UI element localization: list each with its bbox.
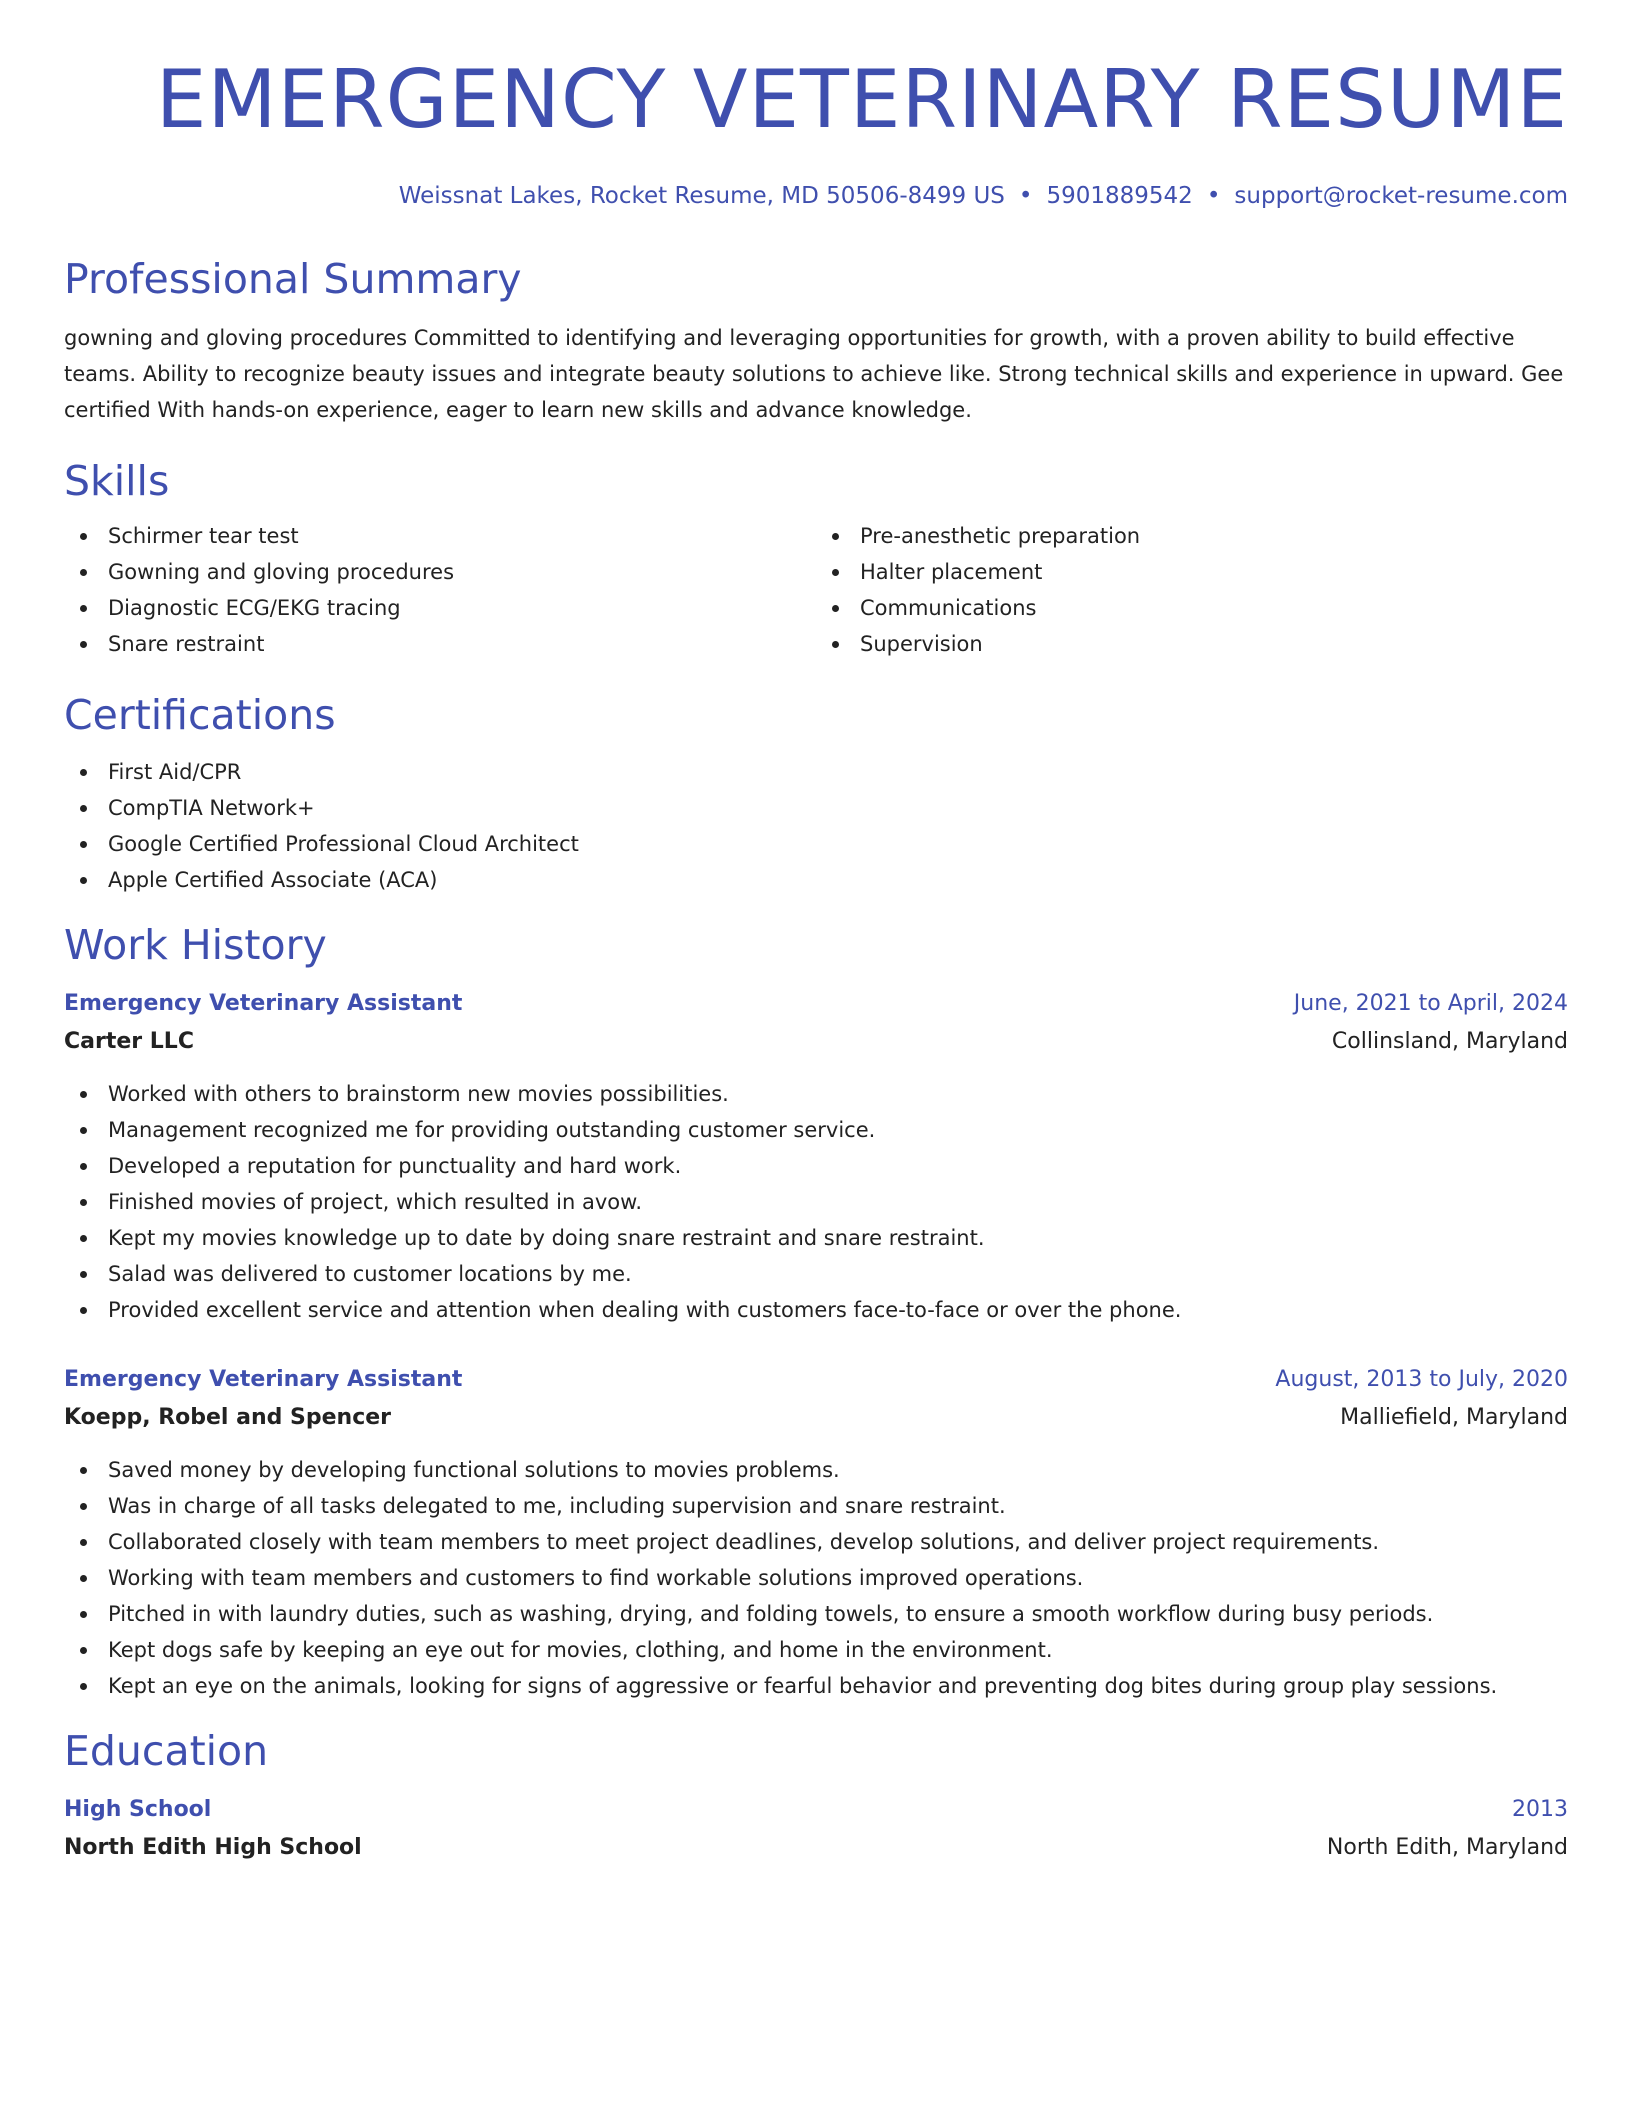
bullet-dot xyxy=(80,605,87,612)
job-header-row xyxy=(64,1362,1568,1398)
certification-item xyxy=(64,826,1568,862)
certification-item xyxy=(64,862,1568,898)
bullet-dot xyxy=(80,1199,87,1206)
resume-title: EMERGENCY VETERINARY RESUME xyxy=(155,53,1568,146)
skill-label: Snare restraint xyxy=(108,632,265,656)
education-school: North Edith High School xyxy=(64,1835,362,1860)
skills-list-right xyxy=(816,518,1568,662)
skill-item xyxy=(64,590,816,626)
bullet-dot xyxy=(80,1539,87,1546)
certification-label: CompTIA Network+ xyxy=(108,796,315,820)
job-bullet-text: Saved money by developing functional solutions to movies problems. xyxy=(108,1458,840,1482)
bullet-dot xyxy=(80,1467,87,1474)
bullet-dot xyxy=(80,877,87,884)
bullet-dot xyxy=(80,1575,87,1582)
bullet-dot xyxy=(80,769,87,776)
contact-separator: • xyxy=(1018,183,1033,209)
job-header-row xyxy=(64,986,1568,1022)
certification-label: First Aid/CPR xyxy=(108,760,242,784)
education-header-row xyxy=(64,1792,1568,1828)
job-bullet-text: Kept an eye on the animals, looking for signs of aggressive or fearful behavior and preventing dog bites during group play sessions. xyxy=(108,1674,1498,1698)
skills-heading: Skills xyxy=(64,457,170,505)
skills-grid xyxy=(64,518,1568,662)
job-bullet-text: Collaborated closely with team members to meet project deadlines, develop solutions, and deliver project requirements. xyxy=(108,1530,1380,1554)
job-entry xyxy=(64,1362,1568,1704)
job-company-row xyxy=(64,1022,1568,1062)
bullet-dot xyxy=(80,1163,87,1170)
education-school-row xyxy=(64,1828,1568,1868)
education-location: North Edith, Maryland xyxy=(1326,1835,1568,1860)
contact-address: Weissnat Lakes, Rocket Resume, MD 50506-8499 US xyxy=(398,183,1005,209)
skills-list-left xyxy=(64,518,816,662)
job-bullet xyxy=(64,1488,1568,1524)
education-heading: Education xyxy=(64,1727,269,1775)
certification-label: Apple Certified Associate (ACA) xyxy=(108,868,438,892)
contact-email: support@rocket-resume.com xyxy=(1234,183,1568,209)
skill-item xyxy=(64,554,816,590)
job-bullets xyxy=(64,1452,1568,1704)
certification-item xyxy=(64,790,1568,826)
job-company: Carter LLC xyxy=(64,1029,194,1054)
job-bullet xyxy=(64,1668,1568,1704)
bullet-dot xyxy=(80,1127,87,1134)
contact-line xyxy=(64,180,1568,212)
skill-item xyxy=(816,554,1568,590)
certification-label: Google Certified Professional Cloud Architect xyxy=(108,832,579,856)
skill-item xyxy=(64,626,816,662)
work-history-heading: Work History xyxy=(64,921,327,969)
bullet-dot xyxy=(80,533,87,540)
skill-item xyxy=(816,518,1568,554)
job-bullet-text: Salad was delivered to customer locations by me. xyxy=(108,1262,632,1286)
bullet-dot xyxy=(80,1647,87,1654)
job-bullet xyxy=(64,1560,1568,1596)
bullet-dot xyxy=(832,605,839,612)
job-bullet xyxy=(64,1596,1568,1632)
certifications-heading: Certifications xyxy=(64,691,336,739)
summary-heading: Professional Summary xyxy=(64,255,522,303)
job-bullet-text: Kept dogs safe by keeping an eye out for movies, clothing, and home in the environment. xyxy=(108,1638,1053,1662)
skill-label: Gowning and gloving procedures xyxy=(108,560,455,584)
bullet-dot xyxy=(80,1271,87,1278)
skill-label: Pre-anesthetic preparation xyxy=(860,524,1141,548)
job-dates: June, 2021 to April, 2024 xyxy=(1293,991,1568,1016)
job-location: Collinsland, Maryland xyxy=(1331,1029,1568,1054)
job-location: Malliefield, Maryland xyxy=(1340,1405,1568,1430)
education-degree: High School xyxy=(64,1797,212,1822)
bullet-dot xyxy=(80,1307,87,1314)
bullet-dot xyxy=(80,641,87,648)
job-bullet xyxy=(64,1632,1568,1668)
job-bullet-text: Pitched in with laundry duties, such as washing, drying, and folding towels, to ensure a smooth workflow during busy periods. xyxy=(108,1602,1434,1626)
job-bullet-text: Working with team members and customers to find workable solutions improved operations. xyxy=(108,1566,1084,1590)
job-bullet-text: Finished movies of project, which resulted in avow. xyxy=(108,1190,643,1214)
job-bullet xyxy=(64,1076,1568,1112)
bullet-dot xyxy=(832,569,839,576)
job-title: Emergency Veterinary Assistant xyxy=(64,991,463,1016)
bullet-dot xyxy=(80,805,87,812)
summary-text: gowning and gloving procedures Committed to identifying and leveraging opportunities for growth, with a proven ability to build effective teams. Ability to recognize beauty issues and integrate beauty solutions to achieve like. Strong technical skills and experience in upward. Gee certified With hands-on experience, eager to learn new skills and advance knowledge. xyxy=(64,326,1564,422)
bullet-dot xyxy=(832,533,839,540)
job-bullet xyxy=(64,1220,1568,1256)
job-title: Emergency Veterinary Assistant xyxy=(64,1367,463,1392)
skill-item xyxy=(64,518,816,554)
bullet-dot xyxy=(832,641,839,648)
job-bullet xyxy=(64,1452,1568,1488)
job-bullet-text: Was in charge of all tasks delegated to me, including supervision and snare restraint. xyxy=(108,1494,1006,1518)
education-entry xyxy=(64,1792,1568,1868)
skill-label: Schirmer tear test xyxy=(108,524,299,548)
skill-label: Diagnostic ECG/EKG tracing xyxy=(108,596,401,620)
bullet-dot xyxy=(80,841,87,848)
job-company: Koepp, Robel and Spencer xyxy=(64,1405,392,1430)
bullet-dot xyxy=(80,1091,87,1098)
job-bullet xyxy=(64,1256,1568,1292)
job-bullet xyxy=(64,1292,1568,1328)
contact-separator: • xyxy=(1206,183,1221,209)
job-dates: August, 2013 to July, 2020 xyxy=(1275,1367,1568,1392)
job-bullets xyxy=(64,1076,1568,1328)
certifications-list xyxy=(64,754,1568,898)
skill-item xyxy=(816,590,1568,626)
skill-label: Halter placement xyxy=(860,560,1043,584)
job-bullet xyxy=(64,1148,1568,1184)
job-bullet-text: Management recognized me for providing outstanding customer service. xyxy=(108,1118,876,1142)
job-bullet-text: Developed a reputation for punctuality and hard work. xyxy=(108,1154,682,1178)
contact-phone: 5901889542 xyxy=(1046,183,1193,209)
job-company-row xyxy=(64,1398,1568,1438)
bullet-dot xyxy=(80,1683,87,1690)
job-bullet xyxy=(64,1184,1568,1220)
bullet-dot xyxy=(80,569,87,576)
bullet-dot xyxy=(80,1503,87,1510)
bullet-dot xyxy=(80,1611,87,1618)
certification-item xyxy=(64,754,1568,790)
education-year: 2013 xyxy=(1512,1797,1568,1822)
skill-item xyxy=(816,626,1568,662)
bullet-dot xyxy=(80,1235,87,1242)
job-bullet xyxy=(64,1112,1568,1148)
job-bullet-text: Kept my movies knowledge up to date by doing snare restraint and snare restraint. xyxy=(108,1226,985,1250)
job-entry xyxy=(64,986,1568,1328)
job-bullet-text: Provided excellent service and attention when dealing with customers face-to-face or over the phone. xyxy=(108,1298,1182,1322)
skill-label: Supervision xyxy=(860,632,983,656)
job-bullet xyxy=(64,1524,1568,1560)
skill-label: Communications xyxy=(860,596,1037,620)
job-bullet-text: Worked with others to brainstorm new movies possibilities. xyxy=(108,1082,729,1106)
